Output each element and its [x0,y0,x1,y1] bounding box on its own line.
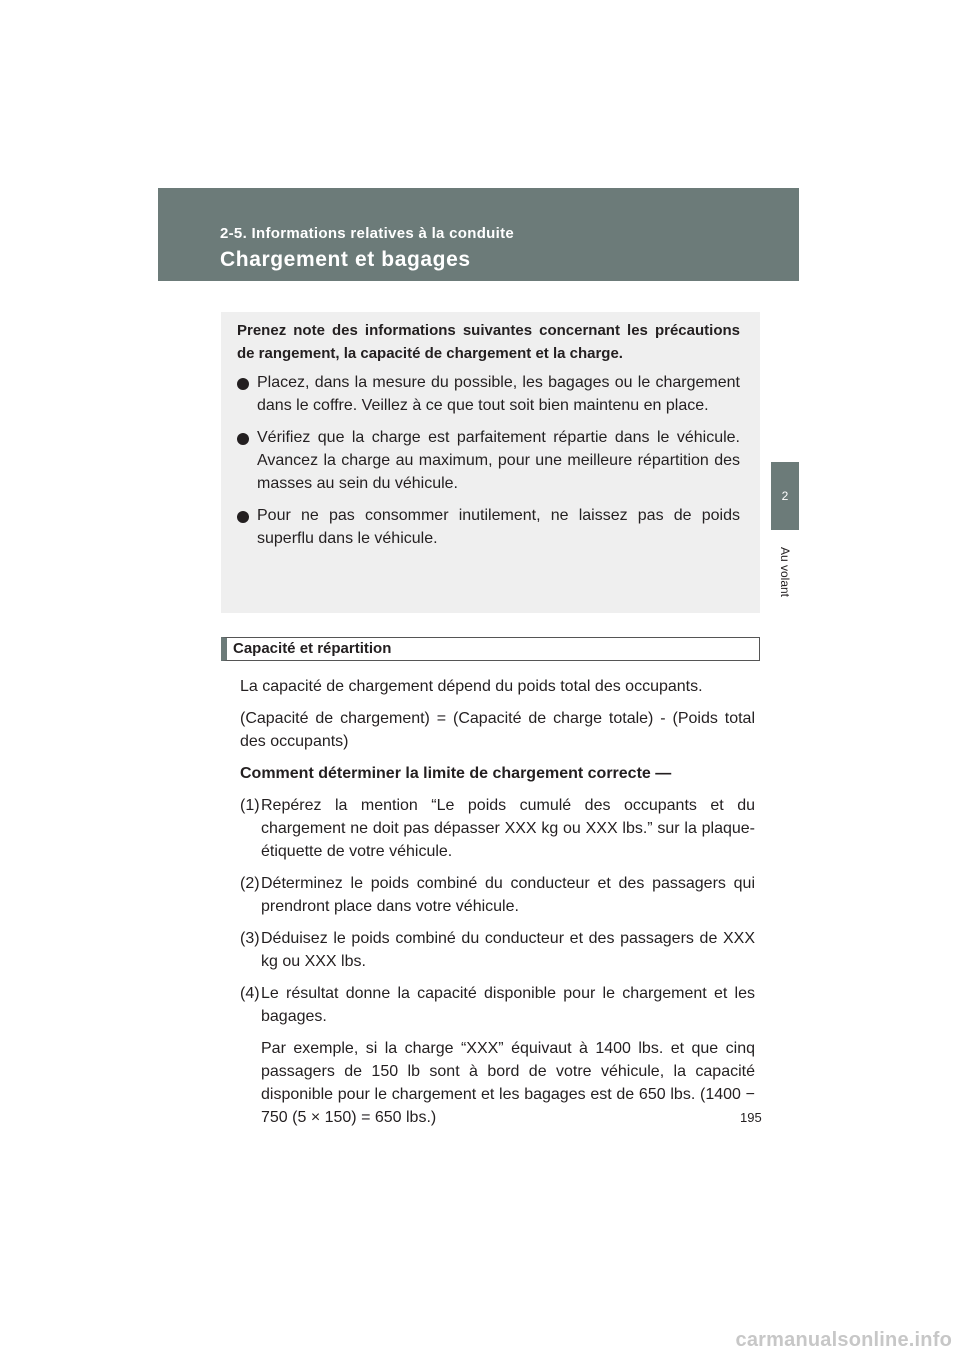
page-title: Chargement et bagages [220,248,471,271]
watermark: carmanualsonline.info [735,1329,952,1351]
bullet-text: Vérifiez que la charge est parfaitement répartie dans le véhicule. Avancez la charge au maximum, pour une meilleure répartition des masses au sein du véhicule. [257,429,740,492]
bullet-item [237,426,740,495]
bullet-text: Placez, dans la mesure du possible, les bagages ou le chargement dans le coffre. Veillez à ce que tout soit bien maintenu en place. [257,374,740,414]
bullet-dot-icon [237,378,249,390]
step-item [240,872,755,918]
subsection-body [240,675,755,1138]
step-example: Par exemple, si la charge “XXX” équivaut à 1400 lbs. et que cinq passagers de 150 lb sont à bord de votre véhicule, la capacité disponible pour le chargement et les bagages est de 650 lbs. (1400 − 750 (5 × 150) = 650 lbs.) [261,1040,755,1126]
step-text: Déterminez le poids combiné du conducteur et des passagers qui prendront place dans votre véhicule. [261,875,755,915]
step-number: (2) [240,875,260,892]
chapter-name-label [763,540,807,604]
procedure-steps [240,794,755,1129]
chapter-number: 2 [781,489,789,503]
bullet-item [237,371,740,417]
bullet-dot-icon [237,433,249,445]
paragraph-formula: (Capacité de chargement) = (Capacité de charge totale) - (Poids total des occupants) [240,710,755,750]
step-text: Repérez la mention “Le poids cumulé des occupants et du chargement ne doit pas dépasser XXX kg ou XXX lbs.” sur la plaque-étiquette de votre véhicule. [261,797,755,860]
intro-text: Prenez note des informations suivantes concernant les précautions de rangement, la capacité de chargement et la charge. [237,322,740,362]
step-number: (1) [240,797,260,814]
step-item [240,927,755,973]
bullet-item [237,504,740,550]
intro-box [221,312,760,613]
paragraph-capacity: La capacité de chargement dépend du poids total des occupants. [240,678,703,695]
page-number: 195 [740,1110,762,1125]
step-number: (3) [240,930,260,947]
step-item [240,794,755,863]
section-label: 2-5. Informations relatives à la conduite [220,225,515,242]
bullet-text: Pour ne pas consommer inutilement, ne laissez pas de poids superflu dans le véhicule. [257,507,740,547]
step-text: Le résultat donne la capacité disponible pour le chargement et les bagages. [261,985,755,1025]
chapter-name: Au volant [778,546,792,598]
subsection-heading: Capacité et répartition [221,637,760,661]
bullet-dot-icon [237,511,249,523]
step-item [240,982,755,1028]
chapter-tab[interactable] [771,462,799,530]
page-header [158,188,799,281]
procedure-title: Comment déterminer la limite de chargement correcte — [240,765,672,782]
step-number: (4) [240,985,260,1002]
step-text: Déduisez le poids combiné du conducteur et des passagers de XXX kg ou XXX lbs. [261,930,755,970]
